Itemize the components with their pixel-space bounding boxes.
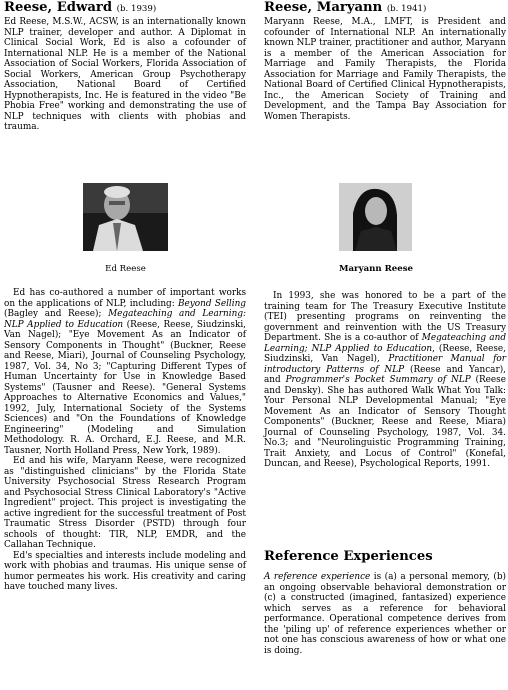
edward-column-continued — [4, 288, 246, 593]
maryann-reese-caption: Maryann Reese — [338, 264, 414, 274]
edward-recognition-paragraph: Ed and his wife, Maryann Reese, were recognized as "distinguished clinicians" by the Florida State University Psychosocial Stress Research Program and Psychosocial Stress Clinical Laboratory's "Active Ingredient" project. This project is investigating the active ingredient for the successful treatment of Post Traumatic Stress Disorder (PSTD) through four schools of thought: TIR, NLP, EMDR, and the Callahan Technique. — [4, 456, 246, 550]
maryann-heading: Reese, Maryann (b. 1941) — [264, 0, 427, 15]
edward-heading: Reese, Edward (b. 1939) — [4, 0, 157, 15]
ed-reese-photo — [83, 183, 168, 251]
reference-experiences-heading: Reference Experiences — [264, 549, 433, 564]
maryann-column-continued — [264, 291, 506, 470]
edward-interests-paragraph: Ed's specialties and interests include modeling and work with phobias and traumas. His unique sense of humor permeates his work. His creativity and caring have touched many lives. — [4, 550, 246, 592]
edward-works-paragraph: Ed has co-authored a number of important works on the applications of NLP, including: Beyond Selling (Bagley and Reese); Megateaching and Learning: NLP Applied to Education (Reese, Reese, Siudzinski, Van Nagel); "Eye Movement As an Indicator of Sensory Components in Thought" (Buckner, Reese and Reese, Miari), Journal of Counseling Psychology, 1987, Vol. 34, No 3; "Capturing Different Types of Human Uncertainty for Use in Knowledge Based Systems" (Tausner and Reese). "General Systems Approaches to Alternative Economics and Values," 1992, July, International Society of the Systems Sciences) and "On the Foundations of Knowledge Engineering" (Modeling and Simulation Methodology. R. A. Orchard, E.J. Reese, and M.R. Tausner, North Holland Press, New York, 1989). — [4, 288, 246, 456]
maryann-works-paragraph: In 1993, she was honored to be a part of the training team for The Treasury Executive Institute (TEI) presenting programs on reinventing the government and reinvention with the US Treasury Department. She is a co-author of Megateaching and Learning; NLP Applied to Education, (Reese, Reese, Siudzinski, Van Nagel), Practitioner Manual for introductory Patterns of NLP (Reese and Yancar), and Programmer's Pocket Summary of NLP (Reese and Densky). She has authored Walk What You Talk: Your Personal NLP Developmental Manual; "Eye Movement As an Indicator of Sensory Thought Components" (Buckner, Reese and Reese, Miara) Journal of Counseling Psychology, 1987, Vol. 34. No.3; and "Neurolinguistic Programming Training, Trait Anxiety, and Locus of Control" (Konefal, Duncan, and Reese), Psychological Reports, 1991. — [264, 291, 506, 469]
edward-column — [4, 0, 246, 133]
maryann-reese-photo — [339, 183, 412, 251]
ed-reese-caption: Ed Reese — [105, 264, 146, 274]
maryann-column — [264, 0, 506, 122]
edward-bio: Ed Reese, M.S.W., ACSW, is an internationally known NLP trainer, developer and author. A Diplomat in Clinical Social Work, Ed is also a cofounder of International NLP. He is a member of the National Association of Social Workers, Florida Association of Social Workers, American Group Psychotherapy Association, National Board of Certified Hypnotherapists, Inc. He is featured in the video "Be Phobia Free" working and demonstrating the use of NLP techniques with clients with phobias and trauma. — [4, 17, 246, 132]
reference-experiences-paragraph: A reference experience is (a) a personal memory, (b) an ongoing observable behavioral demonstration or (c) a constructed (imagined, fantasized) experience which serves as a reference for behavioral performance. Operational competence derives from the 'piling up' of reference experiences whether or not one has conscious awareness of how or what one is doing. — [264, 572, 506, 656]
maryann-bio: Maryann Reese, M.A., LMFT, is President and cofounder of International NLP. An internationally known NLP trainer, practitioner and author, Maryann is a member of the American Association for Marriage and Family Therapists, the Florida Association for Marriage and Family Therapists, the National Board of Certified Clinical Hypnotherapists, Inc., the American Society of Training and Development, and the Tampa Bay Association for Women Therapists. — [264, 17, 506, 122]
